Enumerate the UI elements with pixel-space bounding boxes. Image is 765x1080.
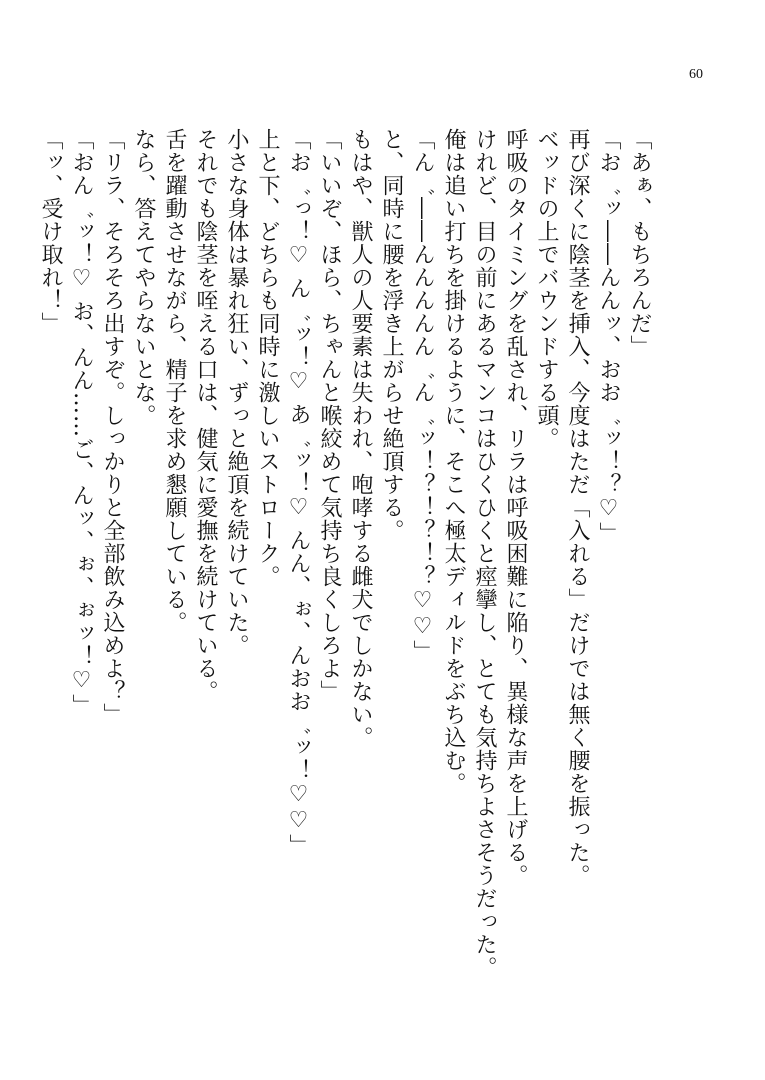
text-line: 上と下、どちらも同時に激しいストローク。	[255, 128, 280, 588]
text-line: なら、答えてやらないとな。	[131, 128, 156, 427]
text-line: ベッドの上でバウンドする頭。	[534, 128, 559, 450]
text-line: 「リラ、そろそろ出すぞ。しっかりと全部飲み込めよ？」	[100, 128, 125, 726]
text-line: それでも陰茎を咥える口は、健気に愛撫を続けている。	[193, 128, 218, 703]
text-line: けれど、目の前にあるマンコはひくひくと痙攣し、とても気持ちよさそうだった。	[472, 128, 497, 979]
text-line: もはや、獣人の人要素は失われ、咆哮する雌犬でしかない。	[348, 128, 373, 749]
text-line: 呼吸のタイミングを乱され、リラは呼吸困難に陥り、異様な声を上げる。	[503, 128, 528, 887]
text-line: 「おん゛ッ！♡ お、んん……ご、んッ、ぉ、ぉッ！♡」	[69, 128, 94, 717]
text-line: 再び深くに陰茎を挿入、今度はただ「入れる」だけでは無く腰を振った。	[565, 128, 590, 887]
text-line: 「お゛ッ――んんッ、おお゛ッ！？♡」	[596, 128, 621, 545]
text-line: 舌を躍動させながら、精子を求め懇願している。	[162, 128, 187, 634]
text-line: 「あぁ、もちろんだ」	[627, 128, 652, 358]
text-line: 俺は追い打ちを掛けるように、そこへ極太ディルドをぶち込む。	[441, 128, 466, 795]
text-line: 「お゛っ！♡ ん゛ッ！♡ あ゛ッ！♡ んん、ぉ、んおお゛ッ！♡♡」	[286, 128, 311, 857]
text-line: 「ッ、受け取れ！」	[38, 128, 63, 335]
text-line: 「いいぞ、ほら、ちゃんと喉絞めて気持ち良くしろよ」	[317, 128, 342, 703]
page-number: 60	[689, 67, 703, 82]
text-line: 「ん゛――んんんんん゛ん゛ッ！？！？！？♡♡」	[410, 128, 435, 663]
text-line: と、同時に腰を浮き上がらせ絶頂する。	[379, 128, 404, 542]
text-line: 小さな身体は暴れ狂い、ずっと絶頂を続けていた。	[224, 128, 249, 657]
vertical-body-text	[35, 128, 655, 1048]
